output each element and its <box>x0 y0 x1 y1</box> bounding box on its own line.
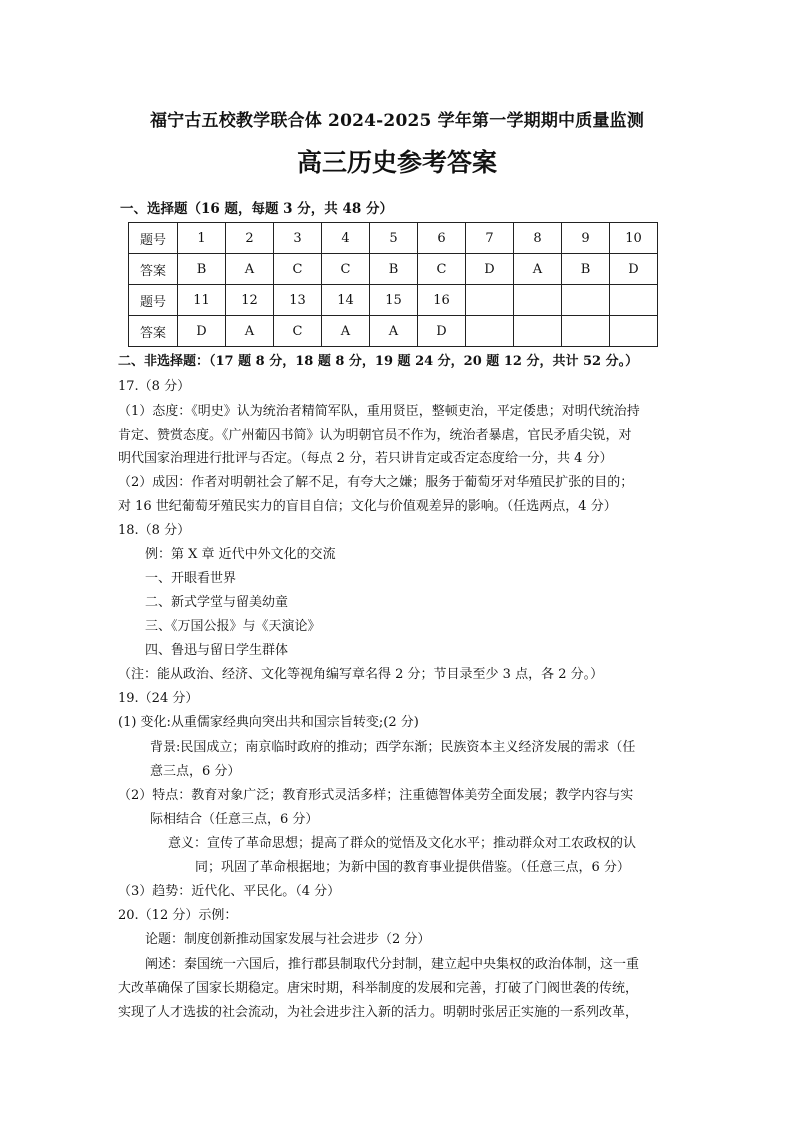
q18-heading: 18.（8 分） <box>118 523 191 538</box>
section2-heading: 二、非选择题：（17 题 8 分，18 题 8 分，19 题 24 分，20 题 12 分，共计 52 分。） <box>118 354 639 369</box>
answer-cell: A <box>322 316 370 347</box>
question-number: 9 <box>562 223 610 254</box>
empty-cell <box>514 285 562 316</box>
q18-text-line: 例：第 X 章 近代中外文化的交流 <box>145 547 336 562</box>
answer-cell: A <box>370 316 418 347</box>
empty-cell <box>466 316 514 347</box>
answer-table <box>128 222 658 347</box>
q19-text-line: （2）特点：教育对象广泛；教育形式灵活多样；注重德智体美劳全面发展；教学内容与实 <box>118 788 634 803</box>
answer-cell: B <box>178 254 226 285</box>
q19-text-line: （3）趋势：近代化、平民化。（4 分） <box>118 884 341 899</box>
q18-text-line: 二、新式学堂与留美幼童 <box>145 595 289 610</box>
row-label: 题号 <box>129 285 178 316</box>
q19-text-line: 同；巩固了革命根据地；为新中国的教育事业提供借鉴。（任意三点，6 分） <box>195 860 630 875</box>
question-number: 14 <box>322 285 370 316</box>
empty-cell <box>514 316 562 347</box>
document-title: 高三历史参考答案 <box>296 148 497 177</box>
table-row <box>129 316 658 347</box>
question-number: 5 <box>370 223 418 254</box>
q17-text-line: （1）态度：《明史》认为统治者精简军队，重用贤臣，整顿吏治，平定倭患；对明代统治持 <box>118 404 640 419</box>
q20-text-line: 大改革确保了国家长期稳定。唐宋时期，科举制度的发展和完善，打破了门阀世袭的传统， <box>118 981 639 996</box>
answer-cell: D <box>178 316 226 347</box>
q20-text-line: 实现了人才选拔的社会流动，为社会进步注入新的活力。明朝时张居正实施的一系列改革， <box>118 1005 639 1020</box>
answer-cell: D <box>610 254 658 285</box>
answer-cell: C <box>418 254 466 285</box>
answer-cell: C <box>274 254 322 285</box>
question-number: 1 <box>178 223 226 254</box>
q19-text-line: 背景:民国成立；南京临时政府的推动；西学东渐；民族资本主义经济发展的需求（任 <box>150 740 636 755</box>
q17-text-line: 肯定、赞赏态度。《广州葡囚书简》认为明朝官员不作为，统治者暴虐，官民矛盾尖锐，对 <box>118 428 632 443</box>
section1-heading: 一、选择题（16 题，每题 3 分，共 48 分） <box>120 201 393 217</box>
empty-cell <box>562 316 610 347</box>
q18-text-line: 四、鲁迅与留日学生群体 <box>145 643 289 658</box>
answer-cell: B <box>370 254 418 285</box>
q19-text-line: (1) 变化:从重儒家经典向突出共和国宗旨转变;(2 分) <box>118 715 419 730</box>
question-number: 10 <box>610 223 658 254</box>
question-number: 3 <box>274 223 322 254</box>
question-number: 11 <box>178 285 226 316</box>
empty-cell <box>562 285 610 316</box>
question-number: 4 <box>322 223 370 254</box>
q17-text-line: 明代国家治理进行批评与否定。（每点 2 分，若只讲肯定或否定态度给一分，共 4 分） <box>118 451 613 466</box>
answer-cell: A <box>226 254 274 285</box>
answer-cell: B <box>562 254 610 285</box>
question-number: 15 <box>370 285 418 316</box>
row-label: 题号 <box>129 223 178 254</box>
empty-cell <box>610 316 658 347</box>
table-row <box>129 254 658 285</box>
question-number: 6 <box>418 223 466 254</box>
answer-cell: C <box>274 316 322 347</box>
q19-text-line: 意义：宣传了革命思想；提高了群众的觉悟及文化水平；推动群众对工农政权的认 <box>168 836 637 851</box>
empty-cell <box>466 285 514 316</box>
q17-heading: 17.（8 分） <box>118 379 191 394</box>
q19-text-line: 意三点，6 分） <box>150 764 241 779</box>
answer-cell: A <box>514 254 562 285</box>
question-number: 13 <box>274 285 322 316</box>
q18-text-line: 一、开眼看世界 <box>145 571 237 586</box>
question-number: 16 <box>418 285 466 316</box>
row-label: 答案 <box>129 254 178 285</box>
question-number: 2 <box>226 223 274 254</box>
question-number: 7 <box>466 223 514 254</box>
table-row <box>129 223 658 254</box>
q19-heading: 19.（24 分） <box>118 691 199 706</box>
question-number: 12 <box>226 285 274 316</box>
row-label: 答案 <box>129 316 178 347</box>
empty-cell <box>610 285 658 316</box>
answer-cell: D <box>466 254 514 285</box>
q17-text-line: 对 16 世纪葡萄牙殖民实力的盲目自信；文化与价值观差异的影响。（任选两点，4 分） <box>118 499 617 514</box>
answer-cell: D <box>418 316 466 347</box>
q19-text-line: 际相结合（任意三点，6 分） <box>150 812 319 827</box>
answer-cell: A <box>226 316 274 347</box>
q20-heading: 20.（12 分）示例： <box>118 908 238 923</box>
answer-cell: C <box>322 254 370 285</box>
q18-text-line: 三、《万国公报》与《天演论》 <box>145 619 321 634</box>
exam-header-title: 福宁古五校教学联合体 2024-2025 学年第一学期期中质量监测 <box>149 111 645 131</box>
q18-note: （注：能从政治、经济、文化等视角编写章名得 2 分；节目录至少 3 点，各 2 分。） <box>118 667 604 682</box>
q20-text-line: 论题：制度创新推动国家发展与社会进步（2 分） <box>145 932 431 947</box>
question-number: 8 <box>514 223 562 254</box>
table-row <box>129 285 658 316</box>
q17-text-line: （2）成因：作者对明朝社会了解不足，有夸大之嫌；服务于葡萄牙对华殖民扩张的目的； <box>118 475 634 490</box>
q20-text-line: 阐述：秦国统一六国后，推行郡县制取代分封制，建立起中央集权的政治体制，这一重 <box>145 957 640 972</box>
